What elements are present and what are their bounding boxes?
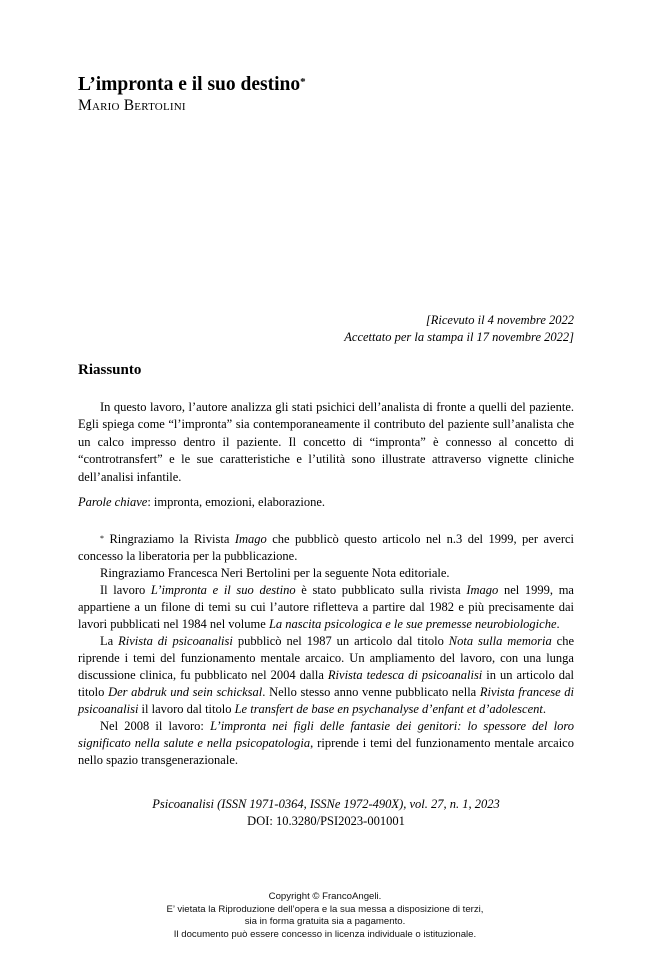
note-italic: L’impronta e il suo destino: [150, 583, 296, 597]
journal-citation: [78, 796, 574, 830]
keywords: [78, 494, 574, 511]
note-text: Ringraziamo la Rivista: [104, 532, 235, 546]
footnote-thanks: [78, 565, 574, 582]
footnote-editorial-2: [78, 633, 574, 718]
note-text: . Nello stesso anno venne pubblicato nella: [262, 685, 480, 699]
note-italic: Der abdruk und sein schicksal: [108, 685, 263, 699]
note-text: .: [542, 702, 546, 716]
copyright-line: Il documento può essere concesso in licenza individuale o istituzionale.: [173, 928, 477, 940]
note-text: il lavoro dal titolo: [138, 702, 235, 716]
keywords-values: : impronta, emozioni, elaborazione.: [147, 495, 326, 509]
note-text: , riprende i temi del funzionamento mentale arcaico nello spazio transgenerazionale.: [78, 736, 574, 767]
note-text: pubblicò nel 1987 un articolo dal titolo: [232, 634, 449, 648]
title-footnote-mark: *: [300, 76, 306, 88]
note-text: che riprende i temi del funzionamento mentale arcaico. Un ampliamento del lavoro, con una lunga discussione clinica, fu pubblicato nel 2004 dalla: [78, 634, 575, 682]
copyright-line: E’ vietata la Riproduzione dell’opera e la sua messa a disposizione di terzi,: [166, 903, 484, 915]
note-text: è stato pubblicato sulla rivista: [295, 583, 467, 597]
article-title-text: L’impronta e il suo destino: [78, 74, 301, 95]
note-text: La: [100, 634, 119, 648]
copyright-line: Copyright © FrancoAngeli.: [268, 891, 382, 902]
footnote-editorial-3: [78, 718, 574, 769]
copyright-line: sia in forma gratuita sia a pagamento.: [244, 916, 406, 928]
note-text: Il lavoro: [100, 583, 151, 597]
author-name: Mario Bertolini: [78, 97, 186, 114]
note-text: in un articolo dal titolo: [78, 668, 574, 699]
note-italic: Rivista tedesca di psicoanalisi: [327, 668, 483, 682]
received-date: [Ricevuto il 4 novembre 2022: [425, 313, 574, 327]
note-text: nel 1999, ma appartiene a un filone di temi su cui l’autore rifletteva a partire dal 1982 e più precisamente dai lavori pubblicati nel 1984 nel volume: [78, 583, 574, 631]
article-title: [78, 74, 574, 96]
footnote-mark: *: [100, 534, 104, 543]
note-italic: Rivista francese di psicoanalisi: [78, 685, 575, 716]
note-italic: Nota sulla memoria: [448, 634, 552, 648]
keywords-label: Parole chiave: [78, 495, 148, 509]
received-dates: [344, 312, 574, 346]
note-text: .: [556, 617, 560, 631]
footnote-editorial-1: [78, 582, 574, 633]
accepted-date: Accettato per la stampa il 17 novembre 2022]: [344, 330, 574, 344]
note-text: Nel 2008 il lavoro:: [100, 719, 211, 733]
abstract-heading: Riassunto: [78, 362, 142, 378]
doi: DOI: 10.3280/PSI2023-001001: [247, 814, 405, 828]
footnote-acknowledgement: [78, 531, 574, 565]
note-italic: La nascita psicologica e le sue premesse neurobiologiche: [268, 617, 557, 631]
note-italic: Le transfert de base en psychanalyse d’enfant et d’adolescent: [234, 702, 543, 716]
note-italic: Imago: [466, 583, 499, 597]
note-text: Ringraziamo Francesca Neri Bertolini per la seguente Nota editoriale.: [100, 566, 450, 580]
abstract-text: In questo lavoro, l’autore analizza gli stati psichici dell’analista di fronte a quelli del paziente. Egli spiega come “l’impronta” sia contemporaneamente il contributo del paziente sull’analista che un calco impresso dentro il paziente. Il concetto di “impronta” è connesso al concetto di “controtransfert” e le sue caratteristiche e l’utilità sono illustrate attraverso vignette cliniche dell’analisi infantile.: [78, 400, 574, 484]
note-italic: Rivista di psicoanalisi: [118, 634, 233, 648]
note-italic: Imago: [234, 532, 267, 546]
copyright-notice: [0, 891, 650, 941]
note-text: che pubblicò questo articolo nel n.3 del 1999, per averci concesso la liberatoria per la pubblicazione.: [78, 532, 574, 563]
journal-reference: Psicoanalisi (ISSN 1971-0364, ISSNe 1972-490X), vol. 27, n. 1, 2023: [152, 797, 500, 811]
note-italic: L’impronta nei figli delle fantasie dei genitori: lo spessore del loro significato nella salute e nella psicopatologia: [78, 719, 574, 750]
footnotes: [78, 531, 574, 769]
